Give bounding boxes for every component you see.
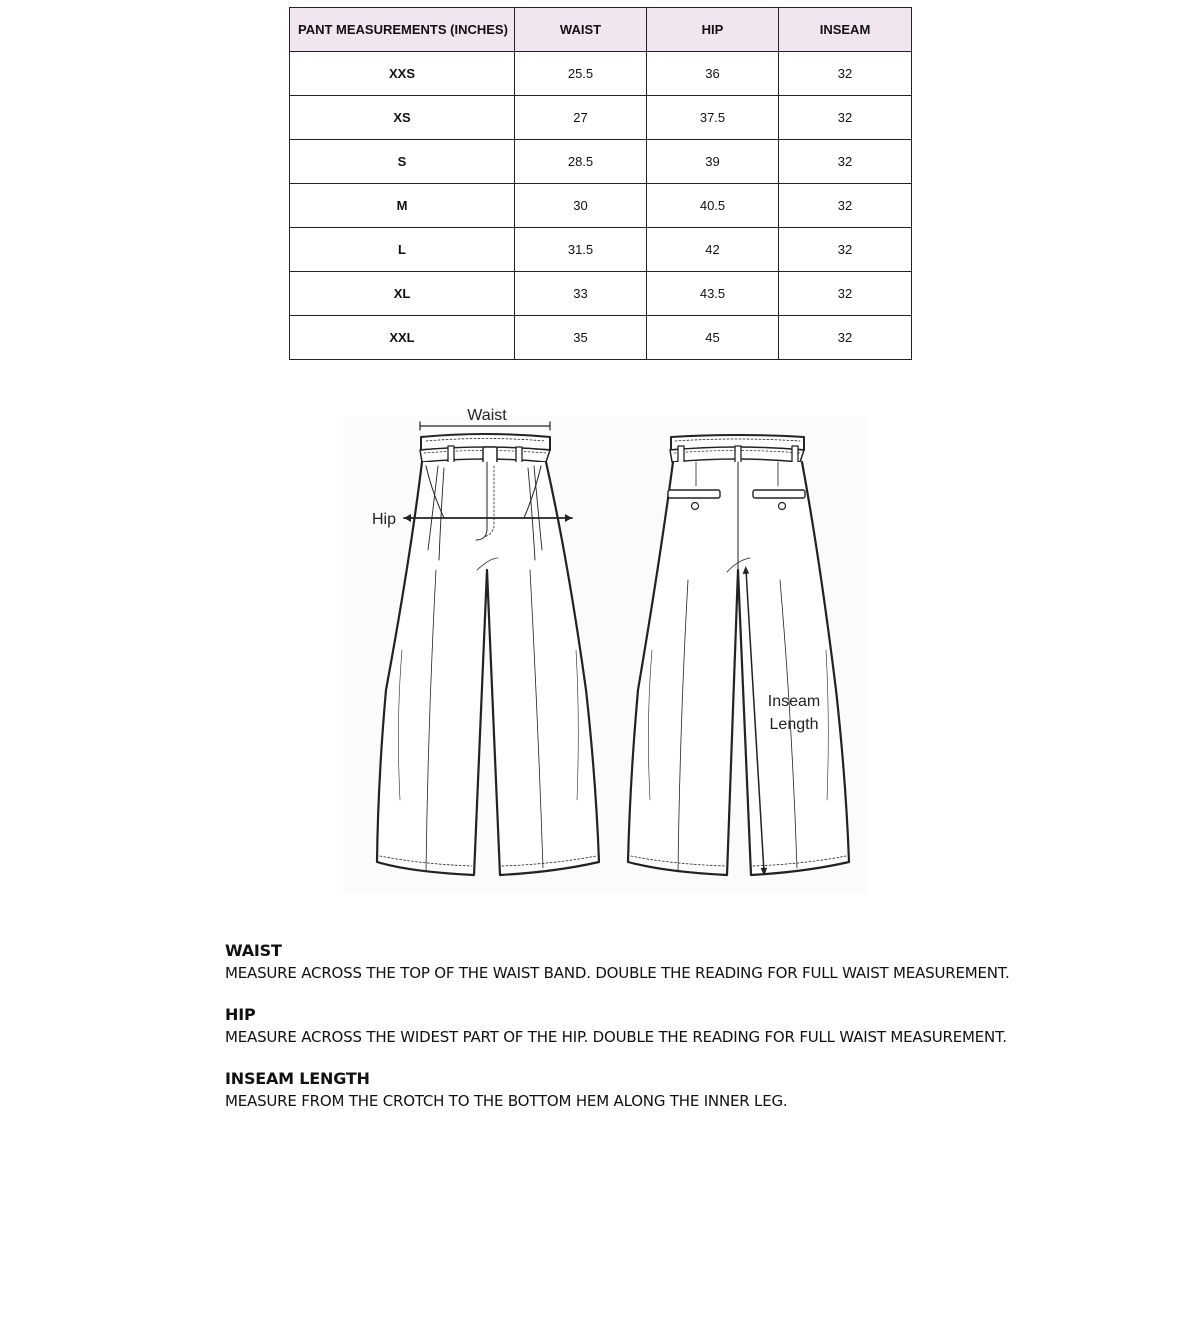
- table-row: [290, 96, 912, 140]
- waist-cell: 28.5: [515, 140, 647, 184]
- inseam-label-line2: Length: [769, 716, 819, 733]
- waist-cell: 25.5: [515, 52, 647, 96]
- table-row: [290, 184, 912, 228]
- column-header-measurements: PANT MEASUREMENTS (INCHES): [290, 8, 515, 52]
- inseam-label-line1: Inseam: [767, 693, 821, 710]
- pant-measurement-diagram: [340, 400, 870, 900]
- size-cell: XS: [290, 96, 515, 140]
- size-cell: L: [290, 228, 515, 272]
- inseam-cell: 32: [779, 316, 912, 360]
- hip-cell: 45: [647, 316, 779, 360]
- column-header-hip: HIP: [647, 8, 779, 52]
- waist-cell: 35: [515, 316, 647, 360]
- guide-section-waist: [225, 940, 1175, 984]
- waist-cell: 30: [515, 184, 647, 228]
- hip-cell: 43.5: [647, 272, 779, 316]
- guide-text: MEASURE ACROSS THE WIDEST PART OF THE HIP. DOUBLE THE READING FOR FULL WAIST MEASUREMENT.: [225, 1028, 1007, 1046]
- table-row: [290, 52, 912, 96]
- waist-cell: 27: [515, 96, 647, 140]
- inseam-cell: 32: [779, 52, 912, 96]
- size-chart-table: [289, 7, 912, 360]
- inseam-cell: 32: [779, 96, 912, 140]
- size-cell: M: [290, 184, 515, 228]
- hip-cell: 36: [647, 52, 779, 96]
- waist-cell: 33: [515, 272, 647, 316]
- table-header-row: [290, 8, 912, 52]
- guide-heading: HIP: [225, 1005, 256, 1024]
- measurement-guide: [225, 940, 1175, 1132]
- waist-cell: 31.5: [515, 228, 647, 272]
- hip-cell: 37.5: [647, 96, 779, 140]
- table-row: [290, 316, 912, 360]
- hip-cell: 39: [647, 140, 779, 184]
- inseam-cell: 32: [779, 228, 912, 272]
- table-row: [290, 272, 912, 316]
- size-cell: S: [290, 140, 515, 184]
- hip-label: Hip: [372, 511, 397, 528]
- size-cell: XXL: [290, 316, 515, 360]
- size-cell: XL: [290, 272, 515, 316]
- table-row: [290, 140, 912, 184]
- column-header-waist: WAIST: [515, 8, 647, 52]
- hip-cell: 42: [647, 228, 779, 272]
- waist-label: Waist: [467, 407, 507, 424]
- guide-heading: INSEAM LENGTH: [225, 1069, 370, 1088]
- table-row: [290, 228, 912, 272]
- column-header-inseam: INSEAM: [779, 8, 912, 52]
- inseam-cell: 32: [779, 140, 912, 184]
- hip-cell: 40.5: [647, 184, 779, 228]
- inseam-cell: 32: [779, 272, 912, 316]
- guide-section-hip: [225, 1004, 1175, 1048]
- guide-text: MEASURE ACROSS THE TOP OF THE WAIST BAND. DOUBLE THE READING FOR FULL WAIST MEASUREMENT.: [225, 964, 1010, 982]
- inseam-cell: 32: [779, 184, 912, 228]
- guide-section-inseam: [225, 1068, 1175, 1112]
- size-cell: XXS: [290, 52, 515, 96]
- guide-heading: WAIST: [225, 941, 282, 960]
- guide-text: MEASURE FROM THE CROTCH TO THE BOTTOM HEM ALONG THE INNER LEG.: [225, 1092, 788, 1110]
